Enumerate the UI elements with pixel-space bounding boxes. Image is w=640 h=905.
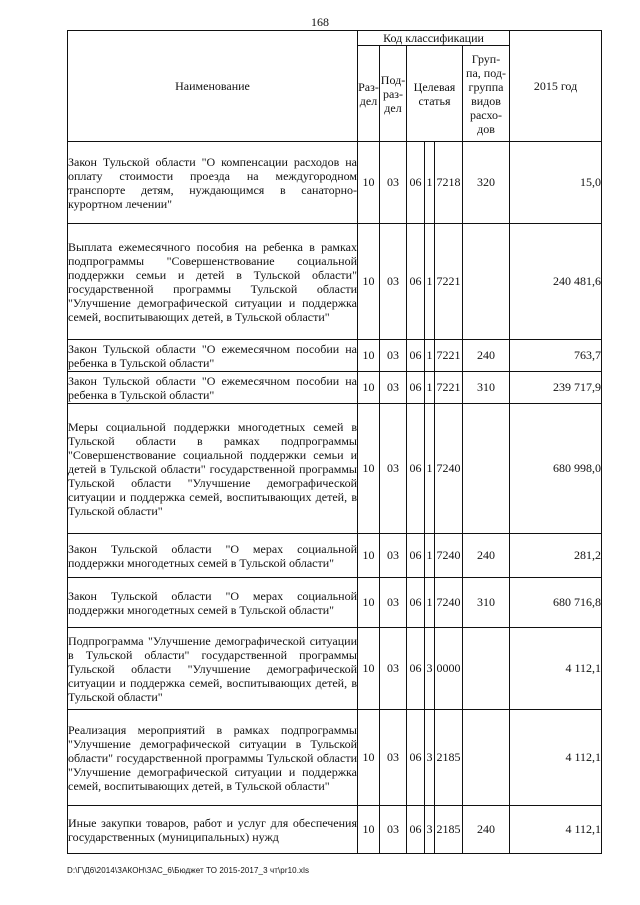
row-name: Меры социальной поддержки многодетных семей в Тульской области в рамках подпрограммы "Совершенствование социальной поддержки семьи и детей в Тульской области" государственной программы Тульской области "Улучшение демографической ситуации и поддержка семей, воспитывающих детей, в Тульской области" xyxy=(68,404,358,534)
row-name: Подпрограмма "Улучшение демографической ситуации в Тульской области" государственной программы Тульской области "Улучшение демографической ситуации и поддержка семей, воспитывающих детей, в Тульской области" xyxy=(68,628,358,710)
row-target-code: 0000 xyxy=(435,628,463,710)
table-row xyxy=(68,142,602,224)
row-section: 10 xyxy=(358,628,380,710)
table-row xyxy=(68,578,602,628)
row-target-program: 06 xyxy=(407,340,425,372)
row-amount: 4 112,1 xyxy=(510,806,602,854)
row-amount: 15,0 xyxy=(510,142,602,224)
row-name: Закон Тульской области "О ежемесячном пособии на ребенка в Тульской области" xyxy=(68,373,357,402)
table-row xyxy=(68,806,602,854)
row-target-subprogram: 1 xyxy=(425,578,435,628)
row-target-subprogram: 1 xyxy=(425,534,435,578)
row-expense-type: 320 xyxy=(463,142,510,224)
row-amount: 680 716,8 xyxy=(510,578,602,628)
row-section: 10 xyxy=(358,534,380,578)
budget-table xyxy=(67,30,602,854)
row-target-subprogram: 3 xyxy=(425,710,435,806)
table-row xyxy=(68,372,602,404)
header-subsection-line: дел xyxy=(384,100,402,115)
row-target-program: 06 xyxy=(407,534,425,578)
row-target-subprogram: 1 xyxy=(425,340,435,372)
row-target-code: 7218 xyxy=(435,142,463,224)
row-target-subprogram: 3 xyxy=(425,806,435,854)
row-section: 10 xyxy=(358,404,380,534)
row-amount: 281,2 xyxy=(510,534,602,578)
header-section xyxy=(358,46,380,142)
row-subsection: 03 xyxy=(380,534,407,578)
row-expense-type xyxy=(463,710,510,806)
header-subsection-line: раз- xyxy=(382,86,404,101)
header-code: Код классификации xyxy=(358,31,510,46)
row-subsection: 03 xyxy=(380,340,407,372)
header-expense-group xyxy=(463,46,510,142)
row-target-program: 06 xyxy=(407,404,425,534)
row-expense-type: 240 xyxy=(463,806,510,854)
row-target-program: 06 xyxy=(407,142,425,224)
row-target-subprogram: 1 xyxy=(425,372,435,404)
row-target-subprogram: 1 xyxy=(425,404,435,534)
row-target-program: 06 xyxy=(407,578,425,628)
header-section-line: дел xyxy=(359,93,378,108)
header-group-line: группа xyxy=(468,79,504,94)
row-amount: 240 481,6 xyxy=(510,224,602,340)
file-path-footer: D:\Г\Д6\2014\ЗАКОН\ЗАС_6\Бюджет ТО 2015-2017_3 чт\pr10.xls xyxy=(67,866,310,875)
row-name: Выплата ежемесячного пособия на ребенка в рамках подпрограммы "Совершенствование социальной поддержки семьи и детей в Тульской области" государственной программы Тульской области "Улучшение демографической ситуации и поддержка семей, воспитывающих детей, в Тульской области" xyxy=(68,224,358,340)
row-expense-type: 310 xyxy=(463,372,510,404)
header-group-line: расхо- xyxy=(469,107,503,122)
header-target-line: статья xyxy=(418,93,451,108)
row-target-code: 2185 xyxy=(435,806,463,854)
row-section: 10 xyxy=(358,806,380,854)
row-name: Иные закупки товаров, работ и услуг для обеспечения государственных (муниципальных) нужд xyxy=(68,806,358,854)
header-subsection xyxy=(380,46,407,142)
row-name: Закон Тульской области "О ежемесячном пособии на ребенка в Тульской области" xyxy=(68,341,357,370)
row-subsection: 03 xyxy=(380,578,407,628)
header-year: 2015 год xyxy=(510,31,602,142)
page-number: 168 xyxy=(311,15,329,29)
row-name: Закон Тульской области "О мерах социальной поддержки многодетных семей в Тульской области" xyxy=(68,578,358,628)
header-group-line: Груп- xyxy=(471,51,501,66)
row-target-code: 7240 xyxy=(435,534,463,578)
row-name: Реализация мероприятий в рамках подпрограммы "Улучшение демографической ситуации в Тульской области" государственной программы Тульской области "Улучшение демографической ситуации и поддержка семей, воспитывающих детей, в Тульской области" xyxy=(68,710,358,806)
row-section: 10 xyxy=(358,578,380,628)
row-subsection: 03 xyxy=(380,224,407,340)
row-name: Закон Тульской области "О компенсации расходов на оплату стоимости проезда на междугородном транспорте детям, нуждающимся в санаторно-курортном лечении" xyxy=(68,142,358,224)
header-name: Наименование xyxy=(68,31,358,142)
row-amount: 4 112,1 xyxy=(510,710,602,806)
table-row xyxy=(68,224,602,340)
table-row xyxy=(68,404,602,534)
row-expense-type xyxy=(463,628,510,710)
row-target-subprogram: 1 xyxy=(425,224,435,340)
row-expense-type xyxy=(463,224,510,340)
table-row xyxy=(68,340,602,372)
row-amount: 763,7 xyxy=(510,340,602,372)
row-section: 10 xyxy=(358,710,380,806)
row-subsection: 03 xyxy=(380,372,407,404)
row-target-program: 06 xyxy=(407,372,425,404)
row-target-code: 7240 xyxy=(435,404,463,534)
header-subsection-line: Под- xyxy=(380,72,406,87)
row-expense-type xyxy=(463,404,510,534)
row-section: 10 xyxy=(358,340,380,372)
table-row xyxy=(68,534,602,578)
row-target-subprogram: 1 xyxy=(425,142,435,224)
row-section: 10 xyxy=(358,224,380,340)
row-target-code: 2185 xyxy=(435,710,463,806)
row-expense-type: 240 xyxy=(463,340,510,372)
row-target-program: 06 xyxy=(407,806,425,854)
header-group-line: па, под- xyxy=(466,65,506,80)
row-expense-type: 240 xyxy=(463,534,510,578)
header-section-line: Раз- xyxy=(358,79,379,94)
row-target-code: 7221 xyxy=(435,224,463,340)
row-section: 10 xyxy=(358,142,380,224)
table-row xyxy=(68,628,602,710)
row-target-code: 7240 xyxy=(435,578,463,628)
table-row xyxy=(68,710,602,806)
header-group-line: видов xyxy=(471,93,501,108)
row-subsection: 03 xyxy=(380,806,407,854)
row-name: Закон Тульской области "О мерах социальной поддержки многодетных семей в Тульской области" xyxy=(68,534,358,578)
header-group-line: дов xyxy=(477,121,495,136)
row-target-subprogram: 3 xyxy=(425,628,435,710)
row-target-program: 06 xyxy=(407,710,425,806)
header-target-line: Целевая xyxy=(413,79,456,94)
row-expense-type: 310 xyxy=(463,578,510,628)
row-target-code: 7221 xyxy=(435,372,463,404)
row-amount: 680 998,0 xyxy=(510,404,602,534)
row-subsection: 03 xyxy=(380,142,407,224)
row-amount: 239 717,9 xyxy=(510,372,602,404)
row-amount: 4 112,1 xyxy=(510,628,602,710)
row-subsection: 03 xyxy=(380,404,407,534)
row-target-program: 06 xyxy=(407,224,425,340)
header-target-article xyxy=(407,46,463,142)
row-target-code: 7221 xyxy=(435,340,463,372)
row-section: 10 xyxy=(358,372,380,404)
row-target-program: 06 xyxy=(407,628,425,710)
row-subsection: 03 xyxy=(380,710,407,806)
row-subsection: 03 xyxy=(380,628,407,710)
